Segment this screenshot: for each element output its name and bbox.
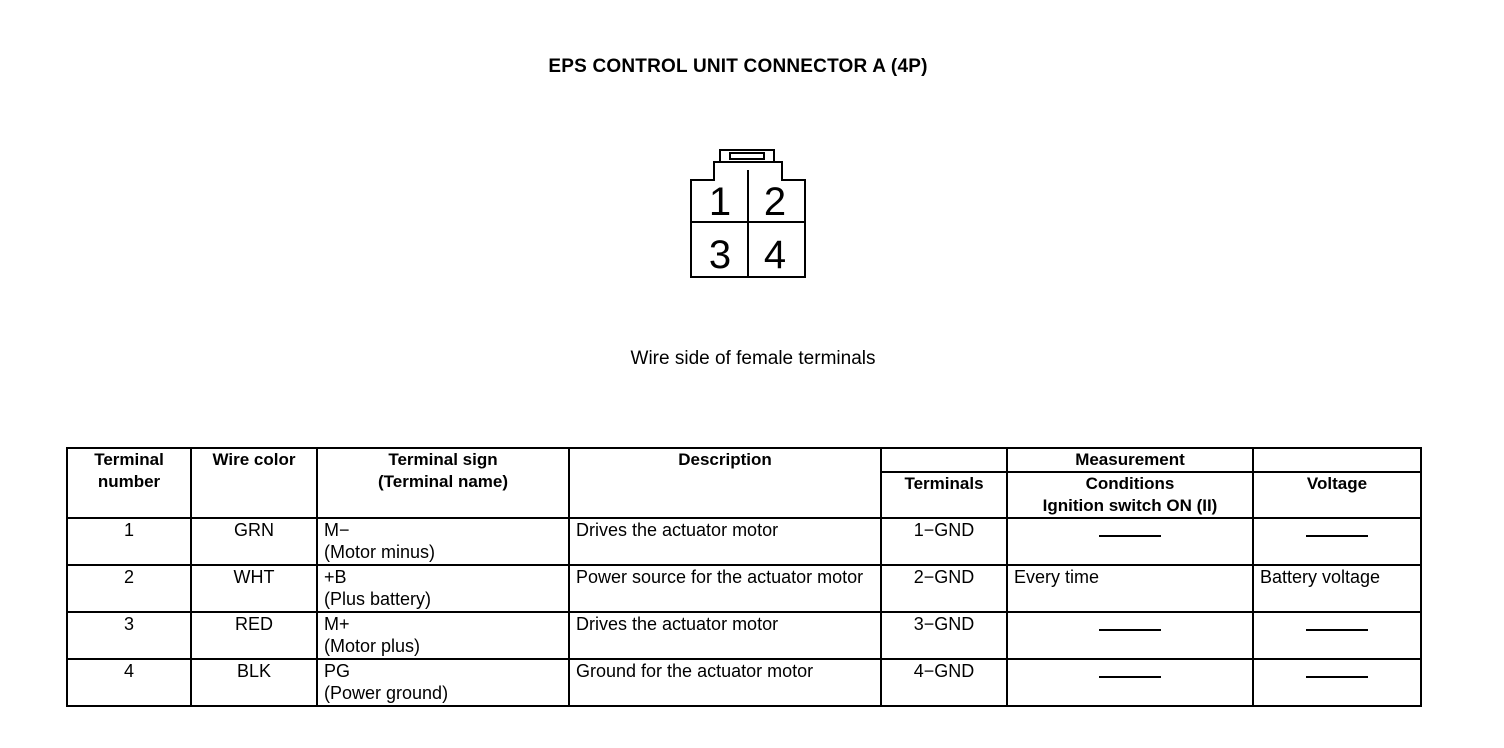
header-conditions xyxy=(1007,472,1253,518)
not-applicable-dash xyxy=(1099,629,1161,631)
terminal-sign xyxy=(317,659,569,706)
terminal-sign-code: M+ xyxy=(324,614,350,634)
table-row xyxy=(67,612,1421,659)
header-conditions-line1: Conditions xyxy=(1085,474,1175,493)
not-applicable-dash xyxy=(1099,676,1161,678)
connector-caption: Wire side of female terminals xyxy=(630,348,876,369)
terminal-name: (Motor minus) xyxy=(324,542,436,562)
description: Drives the actuator motor xyxy=(569,612,881,659)
header-terminal-number: Terminal number xyxy=(67,448,191,518)
description: Drives the actuator motor xyxy=(569,518,881,565)
measurement-terminals: 3−GND xyxy=(881,612,1007,659)
measurement-terminals: 2−GND xyxy=(881,565,1007,612)
header-wire-color: Wire color xyxy=(191,448,317,518)
header-voltage: Voltage xyxy=(1253,472,1421,518)
measurement-terminals: 1−GND xyxy=(881,518,1007,565)
pin-1-label: 1 xyxy=(708,180,732,224)
header-description: Description xyxy=(569,448,881,518)
measurement-conditions: Every time xyxy=(1007,565,1253,612)
not-applicable-dash xyxy=(1306,629,1368,631)
terminal-number: 3 xyxy=(67,612,191,659)
terminal-sign-code: M− xyxy=(324,520,350,540)
terminal-sign xyxy=(317,612,569,659)
measurement-conditions xyxy=(1007,659,1253,706)
header-measurement: Measurement xyxy=(1007,448,1253,472)
wire-color: BLK xyxy=(191,659,317,706)
header-terminal-sign-line1: Terminal sign xyxy=(388,450,498,469)
wire-color: RED xyxy=(191,612,317,659)
header-terminal-sign-line2: (Terminal name) xyxy=(377,472,509,491)
table-row xyxy=(67,565,1421,612)
wire-color: WHT xyxy=(191,565,317,612)
measurement-terminals: 4−GND xyxy=(881,659,1007,706)
terminal-number: 2 xyxy=(67,565,191,612)
wire-color: GRN xyxy=(191,518,317,565)
measurement-voltage: Battery voltage xyxy=(1253,565,1421,612)
pin-4-label: 4 xyxy=(763,233,787,277)
description: Power source for the actuator motor xyxy=(569,565,881,612)
pin-2-label: 2 xyxy=(763,180,787,224)
measurement-conditions xyxy=(1007,612,1253,659)
pin-3-label: 3 xyxy=(708,233,732,277)
terminal-sign-code: PG xyxy=(324,661,351,681)
measurement-conditions xyxy=(1007,518,1253,565)
measurement-voltage xyxy=(1253,518,1421,565)
header-terminals: Terminals xyxy=(881,472,1007,518)
header-blank-left xyxy=(881,448,1007,472)
description: Ground for the actuator motor xyxy=(569,659,881,706)
terminal-number: 4 xyxy=(67,659,191,706)
terminal-sign xyxy=(317,565,569,612)
connector-diagram xyxy=(686,146,810,282)
not-applicable-dash xyxy=(1099,535,1161,537)
terminal-sign xyxy=(317,518,569,565)
not-applicable-dash xyxy=(1306,535,1368,537)
terminal-name: (Plus battery) xyxy=(324,589,432,609)
header-blank-right xyxy=(1253,448,1421,472)
terminal-sign-code: +B xyxy=(324,567,347,587)
measurement-voltage xyxy=(1253,659,1421,706)
measurement-voltage xyxy=(1253,612,1421,659)
terminal-number: 1 xyxy=(67,518,191,565)
page-title: EPS CONTROL UNIT CONNECTOR A (4P) xyxy=(548,56,928,77)
not-applicable-dash xyxy=(1306,676,1368,678)
header-terminal-sign xyxy=(317,448,569,518)
header-conditions-line2: Ignition switch ON (II) xyxy=(1042,496,1218,515)
table-row xyxy=(67,518,1421,565)
terminal-name: (Power ground) xyxy=(324,683,449,703)
terminal-table xyxy=(66,447,1422,707)
terminal-name: (Motor plus) xyxy=(324,636,421,656)
table-row xyxy=(67,659,1421,706)
